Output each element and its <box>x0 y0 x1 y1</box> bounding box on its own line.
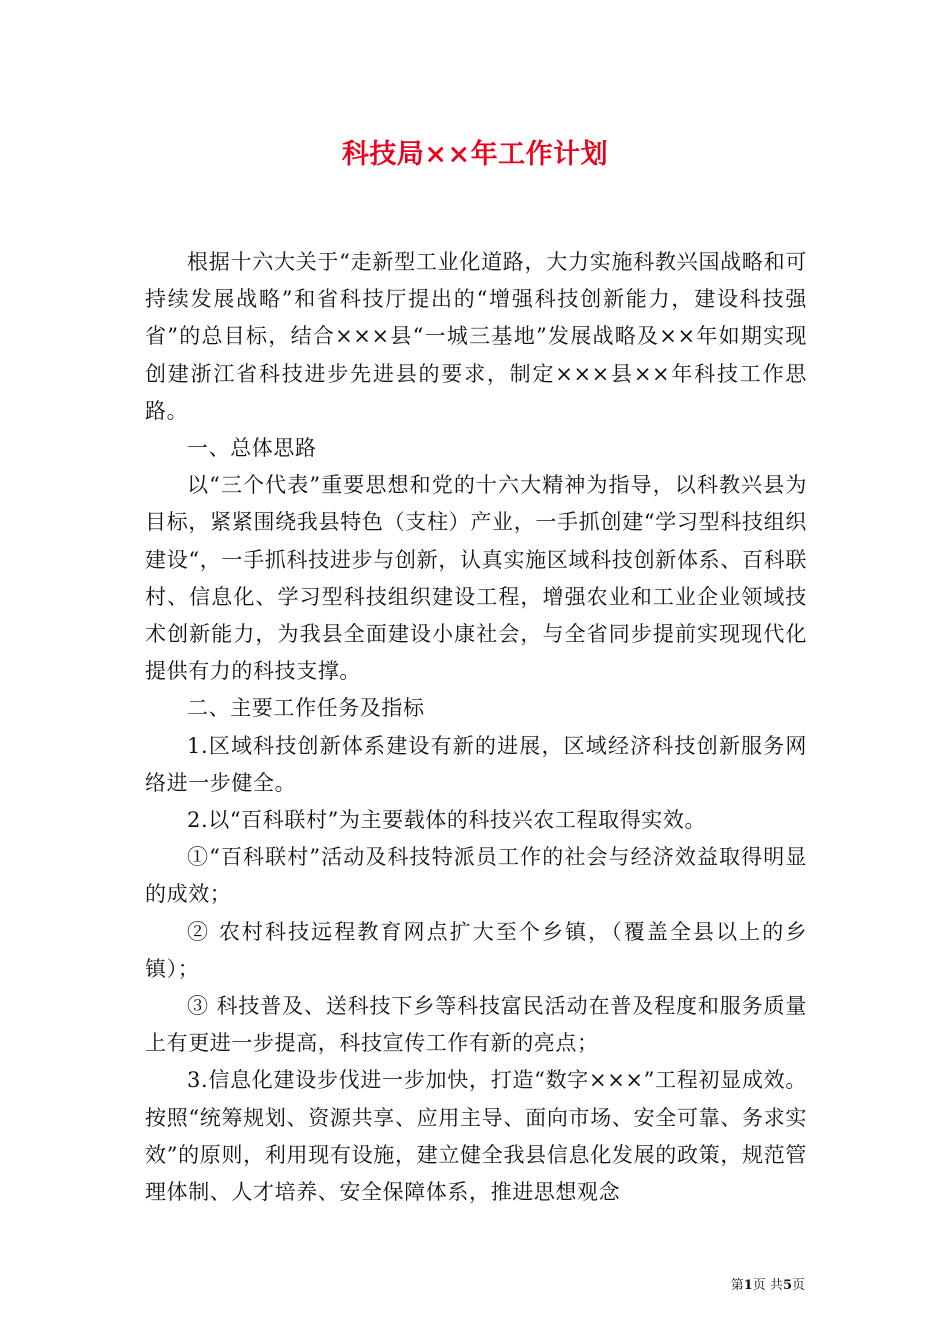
page-footer <box>0 1274 805 1293</box>
document-body <box>145 244 807 1211</box>
section-heading-tasks: 二、主要工作任务及指标 <box>187 696 425 721</box>
footer-middle: 页 共 <box>752 1278 783 1293</box>
footer-total-pages: 5 <box>782 1278 792 1293</box>
paragraph-task-2: 2.以“百科联村”为主要载体的科技兴农工程取得实效。 <box>187 808 707 833</box>
paragraph-overall: 以“三个代表”重要思想和党的十六大精神为指导，以科教兴县为目标，紧紧围绕我县特色（支柱）产业，一手抓创建“学习型科技组织建设“，一手抓科技进步与创新，认真实施区域科技创新体系、百科联村、信息化、学习型科技组织建设工程，增强农业和工业企业领域技术创新能力，为我县全面建设小康社会，与全省同步提前实现现代化提供有力的科技支撑。 <box>145 473 807 684</box>
footer-suffix: 页 <box>791 1278 805 1293</box>
page-title: 科技局××年工作计划 <box>341 139 609 170</box>
paragraph-task-2-item-2: ② 农村科技远程教育网点扩大至个乡镇，（覆盖全县以上的乡镇）； <box>145 919 807 981</box>
section-heading-overall: 一、总体思路 <box>187 436 317 461</box>
paragraph-task-2-item-1: ①“百科联村”活动及科技特派员工作的社会与经济效益取得明显的成效； <box>145 845 807 907</box>
footer-current-page: 1 <box>743 1278 753 1293</box>
paragraph-intro: 根据十六大关于“走新型工业化道路，大力实施科教兴国战略和可持续发展战略”和省科技厅提出的“增强科技创新能力，建设科技强省”的总目标，结合×××县“一城三基地”发展战略及××年如期实现创建浙江省科技进步先进县的要求，制定×××县××年科技工作思路。 <box>145 250 807 423</box>
paragraph-task-2-item-3: ③ 科技普及、送科技下乡等科技富民活动在普及程度和服务质量上有更进一步提高，科技宣传工作有新的亮点； <box>145 994 807 1056</box>
paragraph-task-3: 3.信息化建设步伐进一步加快，打造“数字×××”工程初显成效。按照“统筹规划、资源共享、应用主导、面向市场、安全可靠、务求实效”的原则，利用现有设施，建立健全我县信息化发展的政策，规范管理体制、人才培养、安全保障体系，推进思想观念 <box>145 1068 807 1205</box>
paragraph-task-1: 1.区域科技创新体系建设有新的进展，区域经济科技创新服务网络进一步健全。 <box>145 733 807 795</box>
footer-prefix: 第 <box>730 1278 744 1293</box>
